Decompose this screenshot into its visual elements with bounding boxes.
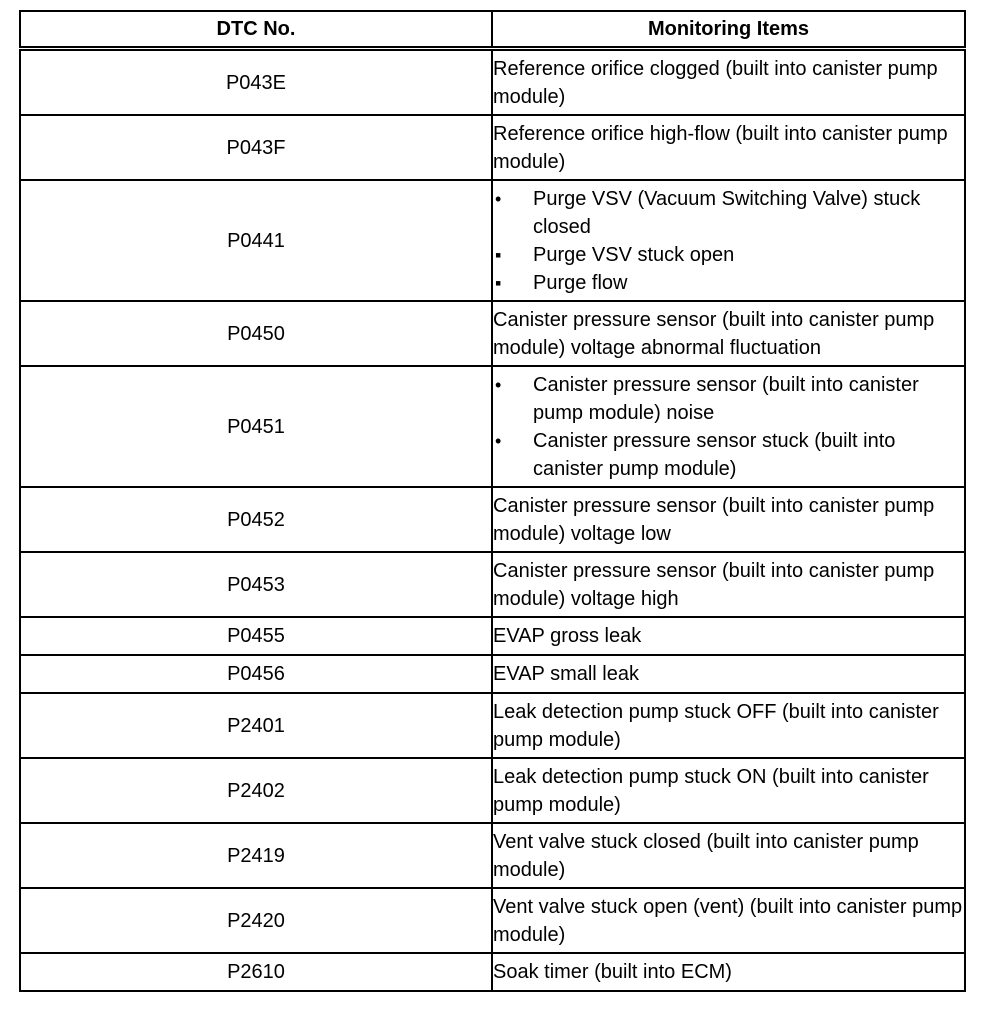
- dtc-code: P2401: [20, 693, 492, 758]
- dtc-code: P2420: [20, 888, 492, 953]
- list-item-text: Purge flow: [533, 271, 628, 294]
- table-header-row: [20, 11, 965, 49]
- table-row: [20, 823, 965, 888]
- table-row: [20, 953, 965, 991]
- dtc-code: P2419: [20, 823, 492, 888]
- dtc-code: P0455: [20, 617, 492, 655]
- monitoring-item: Soak timer (built into ECM): [492, 953, 965, 991]
- list-item: [493, 371, 964, 427]
- bullet-icon: •: [495, 430, 502, 451]
- table-row: [20, 552, 965, 617]
- dtc-code: P2610: [20, 953, 492, 991]
- monitoring-item: EVAP small leak: [492, 655, 965, 693]
- dtc-code: P0450: [20, 301, 492, 366]
- table-row: [20, 693, 965, 758]
- monitoring-item-list: [492, 180, 965, 301]
- monitoring-item: Leak detection pump stuck ON (built into canister pump module): [492, 758, 965, 823]
- monitoring-item: Canister pressure sensor (built into canister pump module) voltage low: [492, 487, 965, 552]
- square-bullet-icon: ▪: [495, 272, 502, 293]
- monitoring-item: Vent valve stuck closed (built into canister pump module): [492, 823, 965, 888]
- dtc-code: P0451: [20, 366, 492, 487]
- monitoring-item: Leak detection pump stuck OFF (built into canister pump module): [492, 693, 965, 758]
- list-item: [493, 185, 964, 241]
- table-row: [20, 758, 965, 823]
- monitoring-item: Reference orifice high-flow (built into canister pump module): [492, 115, 965, 180]
- table-row: [20, 487, 965, 552]
- table-row: [20, 366, 965, 487]
- list-item: [493, 427, 964, 483]
- square-bullet-icon: ▪: [495, 244, 502, 265]
- table-row: [20, 301, 965, 366]
- table-row: [20, 655, 965, 693]
- monitoring-item: Reference orifice clogged (built into canister pump module): [492, 49, 965, 116]
- dtc-monitoring-table: [19, 10, 966, 992]
- bullet-icon: •: [495, 188, 502, 209]
- dtc-code: P0441: [20, 180, 492, 301]
- bullet-list: [493, 185, 964, 297]
- bullet-icon: •: [495, 374, 502, 395]
- dtc-code: P0456: [20, 655, 492, 693]
- list-item: [493, 269, 964, 297]
- monitoring-item: Vent valve stuck open (vent) (built into canister pump module): [492, 888, 965, 953]
- header-monitoring-items: Monitoring Items: [492, 11, 965, 49]
- monitoring-item: Canister pressure sensor (built into canister pump module) voltage high: [492, 552, 965, 617]
- list-item: [493, 241, 964, 269]
- table-row: [20, 617, 965, 655]
- list-item-text: Canister pressure sensor (built into canister pump module) noise: [533, 373, 919, 424]
- monitoring-item: EVAP gross leak: [492, 617, 965, 655]
- dtc-code: P2402: [20, 758, 492, 823]
- list-item-text: Purge VSV (Vacuum Switching Valve) stuck closed: [533, 187, 921, 238]
- monitoring-item: Canister pressure sensor (built into canister pump module) voltage abnormal fluctuation: [492, 301, 965, 366]
- monitoring-item-list: [492, 366, 965, 487]
- dtc-code: P0452: [20, 487, 492, 552]
- table-row: [20, 888, 965, 953]
- bullet-list: [493, 371, 964, 483]
- table-row: [20, 115, 965, 180]
- table-row: [20, 180, 965, 301]
- header-dtc-no: DTC No.: [20, 11, 492, 49]
- dtc-code: P0453: [20, 552, 492, 617]
- list-item-text: Canister pressure sensor stuck (built into canister pump module): [533, 429, 896, 480]
- dtc-code: P043F: [20, 115, 492, 180]
- dtc-code: P043E: [20, 49, 492, 116]
- table-row: [20, 49, 965, 116]
- list-item-text: Purge VSV stuck open: [533, 243, 735, 266]
